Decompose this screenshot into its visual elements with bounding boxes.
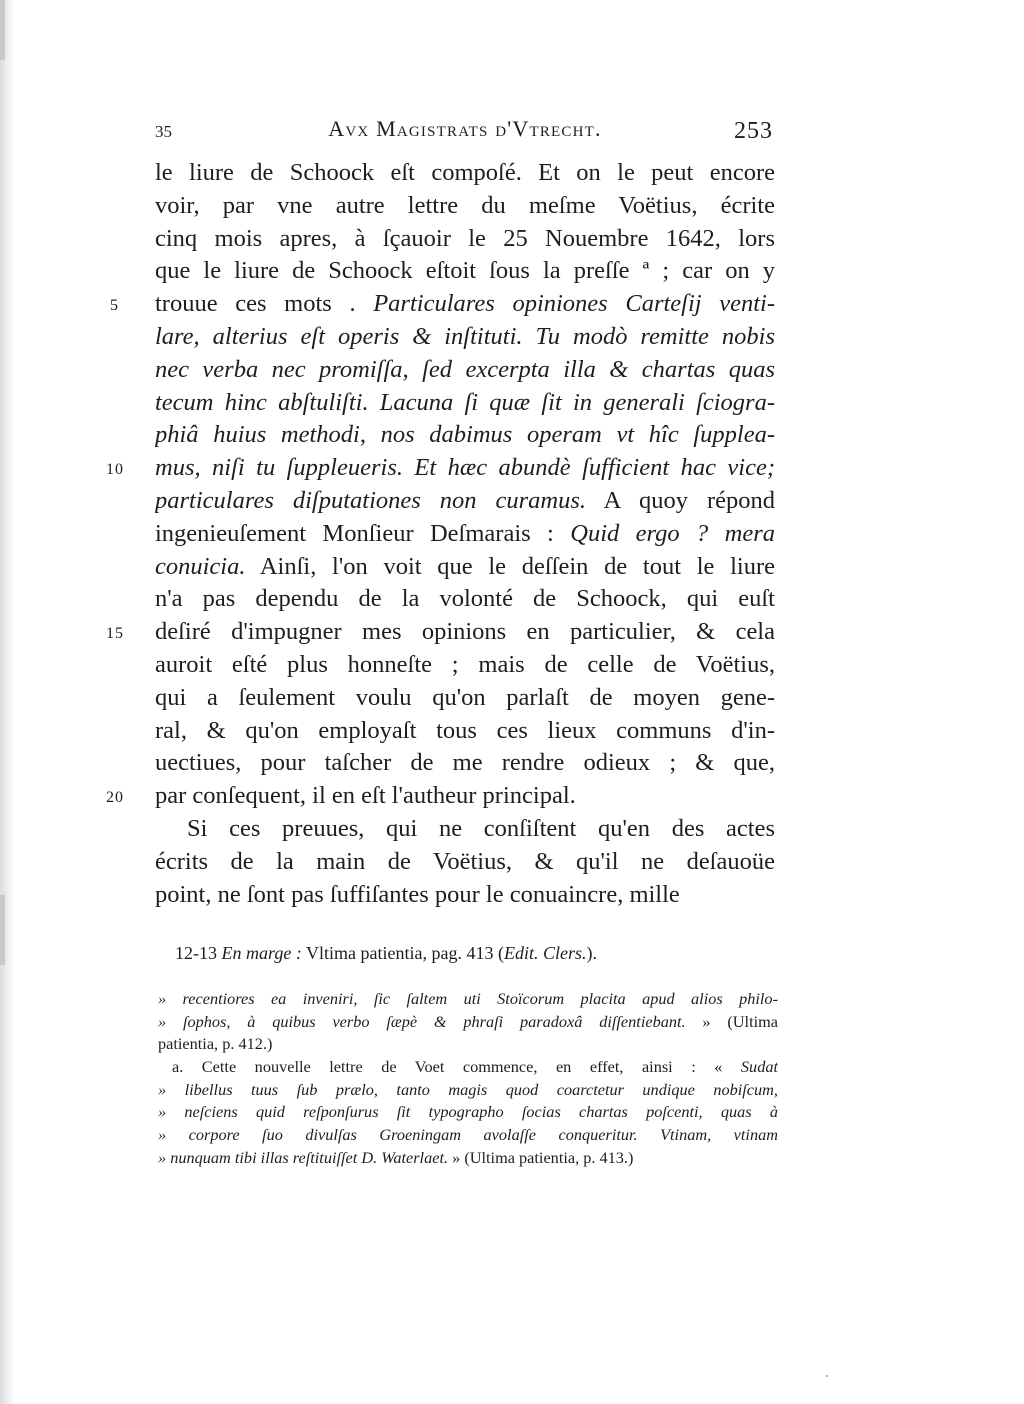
line-number: 20: [106, 789, 124, 806]
text-run: patientia, p. 412.): [158, 1034, 273, 1054]
text-line: [155, 321, 775, 354]
text-run: auroit eſté plus honneſte ; mais de celle de Voëtius,: [155, 650, 775, 678]
italic-run: » corpore ſuo divulſas Groeningam avolaſſe conqueritur. Vtinam, vtinam: [158, 1125, 778, 1145]
text-line: [155, 223, 775, 256]
italic-run: particulares diſputationes non curamus.: [155, 486, 587, 514]
text-line: [155, 288, 775, 321]
text-line: [155, 354, 775, 387]
text-run: cinq mois apres, à ſçauoir le 25 Nouembre 1642, lors: [155, 224, 775, 252]
text-line: [155, 190, 775, 223]
italic-run: » libellus tuus ſub prælo, tanto magis quod coarctetur undique nobiſcum,: [158, 1079, 778, 1099]
text-run: voir, par vne autre lettre du meſme Voëtius, écrite: [155, 191, 775, 219]
italic-run: Quid ergo ? mera: [570, 519, 775, 547]
italic-run: lare, alterius eſt operis & inſtituti. Tu modò remitte nobis: [155, 322, 775, 350]
footnote-line: [158, 1033, 778, 1056]
text-line: [155, 879, 775, 912]
line-number: 10: [106, 461, 124, 478]
text-run: point, ne ſont pas ſuffiſantes pour le conuaincre, mille: [155, 880, 680, 908]
footnotes: [158, 988, 778, 1170]
italic-run: En marge :: [221, 943, 302, 963]
text-line: [155, 518, 775, 551]
text-line: [155, 780, 775, 813]
text-line: [155, 255, 775, 288]
text-run: Ainſi, l'on voit que le deſſein de tout le liure: [245, 552, 775, 580]
text-run: uectiues, pour taſcher de me rendre odieux ; & que,: [155, 749, 775, 777]
text-run: que le liure de Schoock eſtoit ſous la preſſe ª ; car on y: [155, 257, 775, 285]
text-line: [155, 649, 775, 682]
text-run: deſiré d'impugner mes opinions en particulier, & cela: [155, 618, 775, 646]
italic-run: nec verba nec promiſſa, ſed excerpta illa & chartas quas: [155, 355, 775, 383]
text-run: par conſequent, il en eſt l'autheur principal.: [155, 782, 576, 810]
italic-run: conuicia.: [155, 552, 246, 580]
text-line: [155, 387, 775, 420]
page-edge-mark: [0, 0, 5, 60]
text-run: Si ces preuues, qui ne conſiſtent qu'en des actes: [187, 814, 775, 842]
text-line: [155, 682, 775, 715]
text-run: qui a ſeulement voulu qu'on parlaſt de moyen gene-: [155, 683, 775, 711]
italic-run: » ſophos, à quibus verbo ſæpè & phraſi paradoxâ diſſentiebant.: [158, 1011, 686, 1031]
text-run: ).: [586, 943, 597, 963]
italic-run: » neſciens quid reſponſurus ſit typographo ſocias chartas poſcenti, quas à: [158, 1102, 778, 1122]
text-run: le liure de Schoock eſt compoſé. Et on le peut encore: [155, 159, 775, 186]
footnote-line: [158, 1011, 778, 1034]
running-title: Avx Magistrats d'Vtrecht.: [328, 116, 602, 141]
text-line: [155, 583, 775, 616]
italic-run: phiâ huius methodi, nos dabimus operam vt hîc ſupplea-: [155, 421, 775, 449]
text-line: [155, 846, 775, 879]
italic-run: tecum hinc abſtuliſti. Lacuna ſi quæ ſit in generali ſciogra-: [155, 388, 775, 416]
text-run: A quoy répond: [586, 486, 775, 514]
page-number: 253: [734, 118, 773, 144]
page-edge-mark: [0, 895, 5, 965]
italic-run: Sudat: [740, 1057, 778, 1077]
text-run: ingenieuſement Monſieur Deſmarais :: [155, 519, 571, 547]
line-number: 15: [106, 625, 124, 642]
text-run: a. Cette nouvelle lettre de Voet commence, en effet, ainsi : «: [172, 1057, 741, 1077]
footnote-line: [158, 1124, 778, 1147]
footnote-line: [158, 988, 778, 1011]
italic-run: Edit. Clers.: [503, 943, 587, 963]
text-line: [155, 715, 775, 748]
signature-number: 35: [155, 122, 172, 141]
italic-run: mus, niſi tu ſuppleueris. Et hæc abundè ſufficient hac vice;: [155, 454, 775, 482]
text-line: [155, 419, 775, 452]
line-number: 5: [110, 297, 119, 314]
page-edge-shadow: [0, 0, 14, 1404]
text-line: [155, 813, 775, 846]
text-line: [155, 747, 775, 780]
footnote-line: [158, 1056, 778, 1079]
italic-run: » nunquam tibi illas reſtituiſſet D. Waterlaet.: [158, 1147, 449, 1167]
text-run: Vltima patientia, pag. 413 (: [301, 943, 504, 963]
page-header: [155, 112, 775, 148]
text-line: [155, 452, 775, 485]
text-run: » (Ultima: [685, 1011, 778, 1031]
text-run: » (Ultima patientia, p. 413.): [448, 1147, 634, 1167]
footnote-line: [158, 1101, 778, 1124]
text-run: écrits de la main de Voëtius, & qu'il ne deſauoüe: [155, 847, 775, 875]
footnote-line: [158, 1147, 778, 1170]
text-line: [155, 485, 775, 518]
text-line: [155, 551, 775, 584]
text-run: 12-13: [175, 943, 222, 963]
text-run: n'a pas dependu de la volonté de Schoock, qui euſt: [155, 585, 775, 613]
text-line: [155, 157, 775, 190]
print-speck: [826, 1375, 828, 1377]
italic-run: Particulares opiniones Carteſij venti-: [373, 290, 775, 318]
footnote-line: [158, 1079, 778, 1102]
main-text: [155, 157, 775, 911]
italic-run: » recentiores ea inveniri, ſic ſaltem uti Stoïcorum placita apud alios philo-: [158, 989, 778, 1008]
text-run: trouue ces mots .: [155, 290, 374, 318]
text-line: [155, 616, 775, 649]
marginal-note: [175, 940, 765, 966]
text-run: ral, & qu'on employaſt tous ces lieux communs d'in-: [155, 716, 775, 744]
